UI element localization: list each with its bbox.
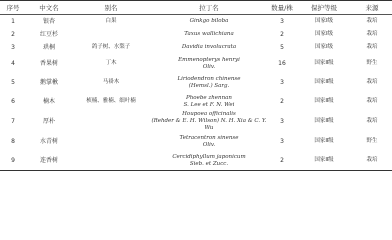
cell-protection-level: 国家Ⅱ级 [314,138,334,144]
header-protection-level: 保护等级 [296,1,352,15]
cell-source: 栽培 [366,118,378,124]
table-row [0,151,392,171]
cell-quantity: 3 [280,138,284,145]
cell-protection-level: 国家Ⅱ级 [314,118,334,124]
latin-authority: Sieb. et Zucc. [189,160,229,167]
header-row [0,1,392,15]
latin-genus-species: Ginkgo biloba [189,18,229,24]
cell-no: 4 [11,60,15,67]
cell-source: 栽培 [366,18,378,24]
cell-latin-name [150,111,268,132]
cell-chinese-name: 鹅掌楸 [39,79,58,86]
cell-latin-name [150,54,268,73]
latin-genus-species: Davidia involucrata [181,44,237,50]
cell-latin-name [150,41,268,54]
cell-source: 栽培 [366,98,378,104]
cell-chinese-name: 水青树 [39,138,58,145]
cell-latin-name [150,132,268,151]
latin-genus-species: Taxus wallichiana [184,31,234,37]
cell-source: 栽培 [366,31,378,37]
header-source: 来源 [352,1,392,15]
cell-chinese-name: 厚朴 [42,118,55,125]
cell-latin-name [150,15,268,29]
cell-protection-level: 国家Ⅰ级 [314,44,334,50]
cell-latin-name [150,28,268,41]
cell-protection-level: 国家Ⅱ级 [314,79,334,85]
cell-chinese-name: 连香树 [26,151,72,171]
cell-chinese-name: 银杏 [42,18,55,25]
cell-source: 栽培 [366,44,378,50]
cell-quantity: 2 [280,31,284,38]
header-latin-name: 拉丁名 [150,1,268,15]
header-alias: 别名 [72,1,150,15]
table-row [0,54,392,73]
latin-genus-species: Cercidiphyllum japonicum [172,153,246,160]
latin-authority: (Hemsl.) Sarg. [188,82,230,89]
cell-latin-name [150,73,268,92]
cell-latin-name [150,92,268,111]
cell-quantity: 16 [278,60,286,67]
cell-alias: 马褂木 [102,79,120,85]
cell-chinese-name: 香果树 [39,60,58,67]
table-row [0,92,392,111]
cell-protection-level: 国家Ⅰ级 [314,18,334,24]
cell-no: 7 [11,118,15,125]
cell-no: 2 [11,31,15,38]
cell-quantity: 2 [268,151,296,171]
cell-no: 9 [0,151,26,171]
cell-alias [72,132,150,151]
cell-alias: 丁木 [105,60,117,66]
cell-source: 野生 [366,138,378,144]
cell-protection-level: 国家Ⅱ级 [314,60,334,66]
cell-alias: 桢楠、雅楠、细叶楠 [86,98,136,104]
cell-quantity: 3 [280,118,284,125]
header-chinese-name: 中文名 [26,1,72,15]
cell-quantity: 2 [280,98,284,105]
cell-alias: 鸽子树、水梨子 [91,44,131,50]
latin-authority: (Rehder & E. H. Wilson) N. H. Xia & C. Y. Wu [151,118,267,131]
cell-quantity: 5 [280,44,284,51]
latin-genus-species: Emmenopterys henryi [178,56,240,63]
table-row [0,28,392,41]
cell-quantity: 3 [280,18,284,25]
table-row [0,41,392,54]
cell-latin-name [150,151,268,171]
cell-source: 野生 [366,60,378,66]
header-no: 序号 [0,1,26,15]
latin-genus-species: Houpoea officinalis [182,111,236,117]
cell-no: 1 [11,18,15,25]
cell-protection-level: 国家Ⅱ级 [296,151,352,171]
latin-genus-species: Liriodendron chinense [177,75,241,82]
cell-alias [72,28,150,41]
cell-chinese-name: 珙桐 [42,44,55,51]
cell-quantity: 3 [280,79,284,86]
cell-alias [72,111,150,132]
cell-alias: 白果 [105,18,117,24]
latin-genus-species: Phoebe zhennan [186,94,232,101]
table-row [0,111,392,132]
cell-no: 5 [11,79,15,86]
latin-authority: Oliv. [202,141,216,148]
table-row [0,132,392,151]
cell-source: 栽培 [352,151,392,171]
cell-chinese-name: 楠木 [42,98,55,105]
table-row [0,73,392,92]
cell-no: 6 [11,98,15,105]
cell-no: 8 [11,138,15,145]
cell-alias [72,151,150,171]
table-row [0,15,392,29]
cell-protection-level: 国家Ⅰ级 [314,31,334,37]
header-quantity: 数量/株 [268,1,296,15]
latin-authority: Oliv. [202,63,216,70]
cell-chinese-name: 红豆杉 [39,31,58,38]
cell-source: 栽培 [366,79,378,85]
latin-authority: S. Lee et F. N. Wei [183,101,235,108]
latin-genus-species: Tetracentron sinense [179,134,239,141]
cell-protection-level: 国家Ⅱ级 [314,98,334,104]
cell-no: 3 [11,44,15,51]
